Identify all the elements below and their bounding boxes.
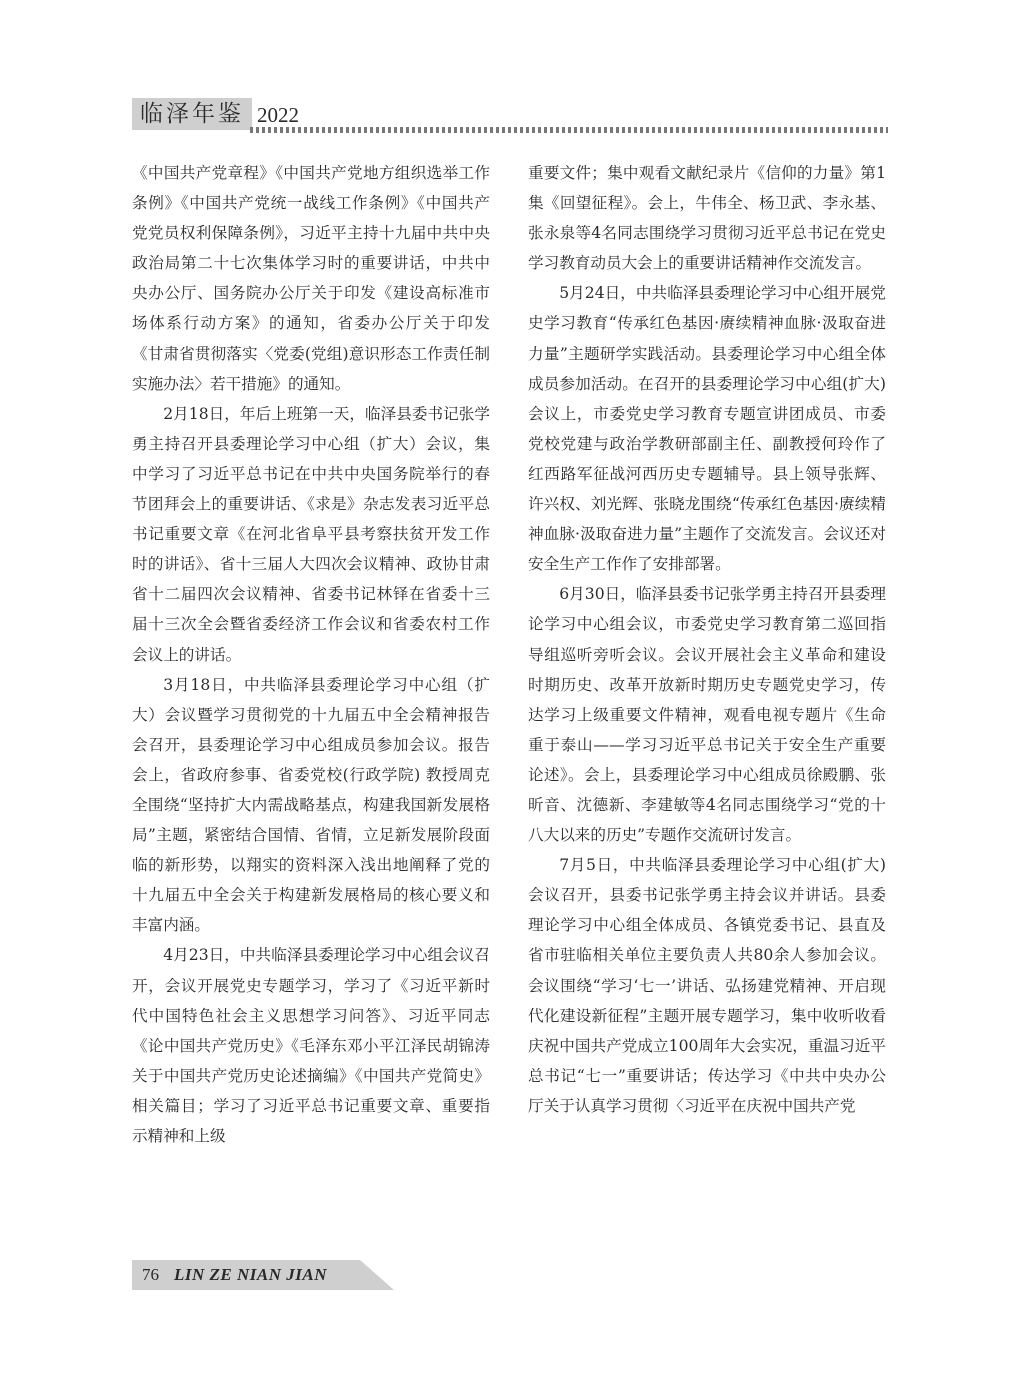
page-footer xyxy=(132,1260,394,1290)
yearbook-title: 临泽年鉴 xyxy=(132,98,252,130)
left-column xyxy=(132,158,490,1151)
header-rule xyxy=(250,127,888,133)
paragraph: 4月23日，中共临泽县委理论学习中心组会议召开，会议开展党史专题学习，学习了《习近平新时代中国特色社会主义思想学习问答》、习近平同志《论中国共产党历史》《毛泽东邓小平江泽民胡锦涛关于中国共产党历史论述摘编》《中国共产党简史》相关篇目；学习了习近平总书记重要文章、重要指示精神和上级 xyxy=(132,946,490,1145)
page-number: 76 xyxy=(142,1265,159,1284)
book-name: LIN ZE NIAN JIAN xyxy=(174,1265,327,1284)
right-column xyxy=(528,158,886,1121)
paragraph: 3月18日，中共临泽县委理论学习中心组（扩大）会议暨学习贯彻党的十九届五中全会精神报告会召开，县委理论学习中心组成员参加会议。报告会上，省政府参事、省委党校(行政学院) 教授周克全围绕“坚持扩大内需战略基点，构建我国新发展格局”主题，紧密结合国情、省情，立足新发展阶段面临的新形势，以翔实的资料深入浅出地阐释了党的十九届五中全会关于构建新发展格局的核心要义和丰富内涵。 xyxy=(132,675,490,935)
paragraph: 5月24日，中共临泽县委理论学习中心组开展党史学习教育“传承红色基因·赓续精神血脉·汲取奋进力量”主题研学实践活动。县委理论学习中心组全体成员参加活动。在召开的县委理论学习中心组(扩大)会议上，市委党史学习教育专题宣讲团成员、市委党校党建与政治学教研部副主任、副教授何玲作了红西路军征战河西历史专题辅导。县上领导张辉、许兴权、刘光辉、张晓龙围绕“传承红色基因·赓续精神血脉·汲取奋进力量”主题作了交流发言。会议还对安全生产工作作了安排部署。 xyxy=(528,284,886,574)
yearbook-year: 2022 xyxy=(257,103,299,127)
running-header xyxy=(132,98,888,134)
paragraph: 《中国共产党章程》《中国共产党地方组织选举工作条例》《中国共产党统一战线工作条例》《中国共产党党员权利保障条例》，习近平主持十九届中共中央政治局第二十七次集体学习时的重要讲话，中共中央办公厅、国务院办公厅关于印发《建设高标准市场体系行动方案》的通知，省委办公厅关于印发《甘肃省贯彻落实〈党委(党组)意识形态工作责任制实施办法〉若干措施》的通知。 xyxy=(132,164,490,393)
paragraph: 重要文件；集中观看文献纪录片《信仰的力量》第1集《回望征程》。会上，牛伟全、杨卫武、李永基、张永泉等4名同志围绕学习贯彻习近平总书记在党史学习教育动员大会上的重要讲话精神作交流发言。 xyxy=(528,164,886,273)
paragraph: 6月30日，临泽县委书记张学勇主持召开县委理论学习中心组会议，市委党史学习教育第二巡回指导组巡听旁听会议。会议开展社会主义革命和建设时期历史、改革开放新时期历史专题党史学习，传达学习上级重要文件精神，观看电视专题片《生命重于泰山——学习习近平总书记关于安全生产重要论述》。会上，县委理论学习中心组成员徐殿鹏、张昕音、沈德新、李建敏等4名同志围绕学习“党的十八大以来的历史”专题作交流研讨发言。 xyxy=(528,585,886,845)
paragraph: 2月18日，年后上班第一天，临泽县委书记张学勇主持召开县委理论学习中心组（扩大）会议，集中学习了习近平总书记在中共中央国务院举行的春节团拜会上的重要讲话、《求是》杂志发表习近平总书记重要文章《在河北省阜平县考察扶贫开发工作时的讲话》、省十三届人大四次会议精神、政协甘肃省十二届四次会议精神、省委书记林铎在省委十三届十三次全会暨省委经济工作会议和省委农村工作会议上的讲话。 xyxy=(132,404,490,664)
paragraph: 7月5日，中共临泽县委理论学习中心组(扩大)会议召开，县委书记张学勇主持会议并讲话。县委理论学习中心组全体成员、各镇党委书记、县直及省市驻临相关单位主要负责人共80余人参加会议。会议围绕“学习‘七一’讲话、弘扬建党精神、开启现代化建设新征程”主题开展专题学习，集中收听收看庆祝中国共产党成立100周年大会实况，重温习近平总书记“七一”重要讲话；传达学习《中共中央办公厅关于认真学习贯彻〈习近平在庆祝中国共产党 xyxy=(528,856,886,1115)
